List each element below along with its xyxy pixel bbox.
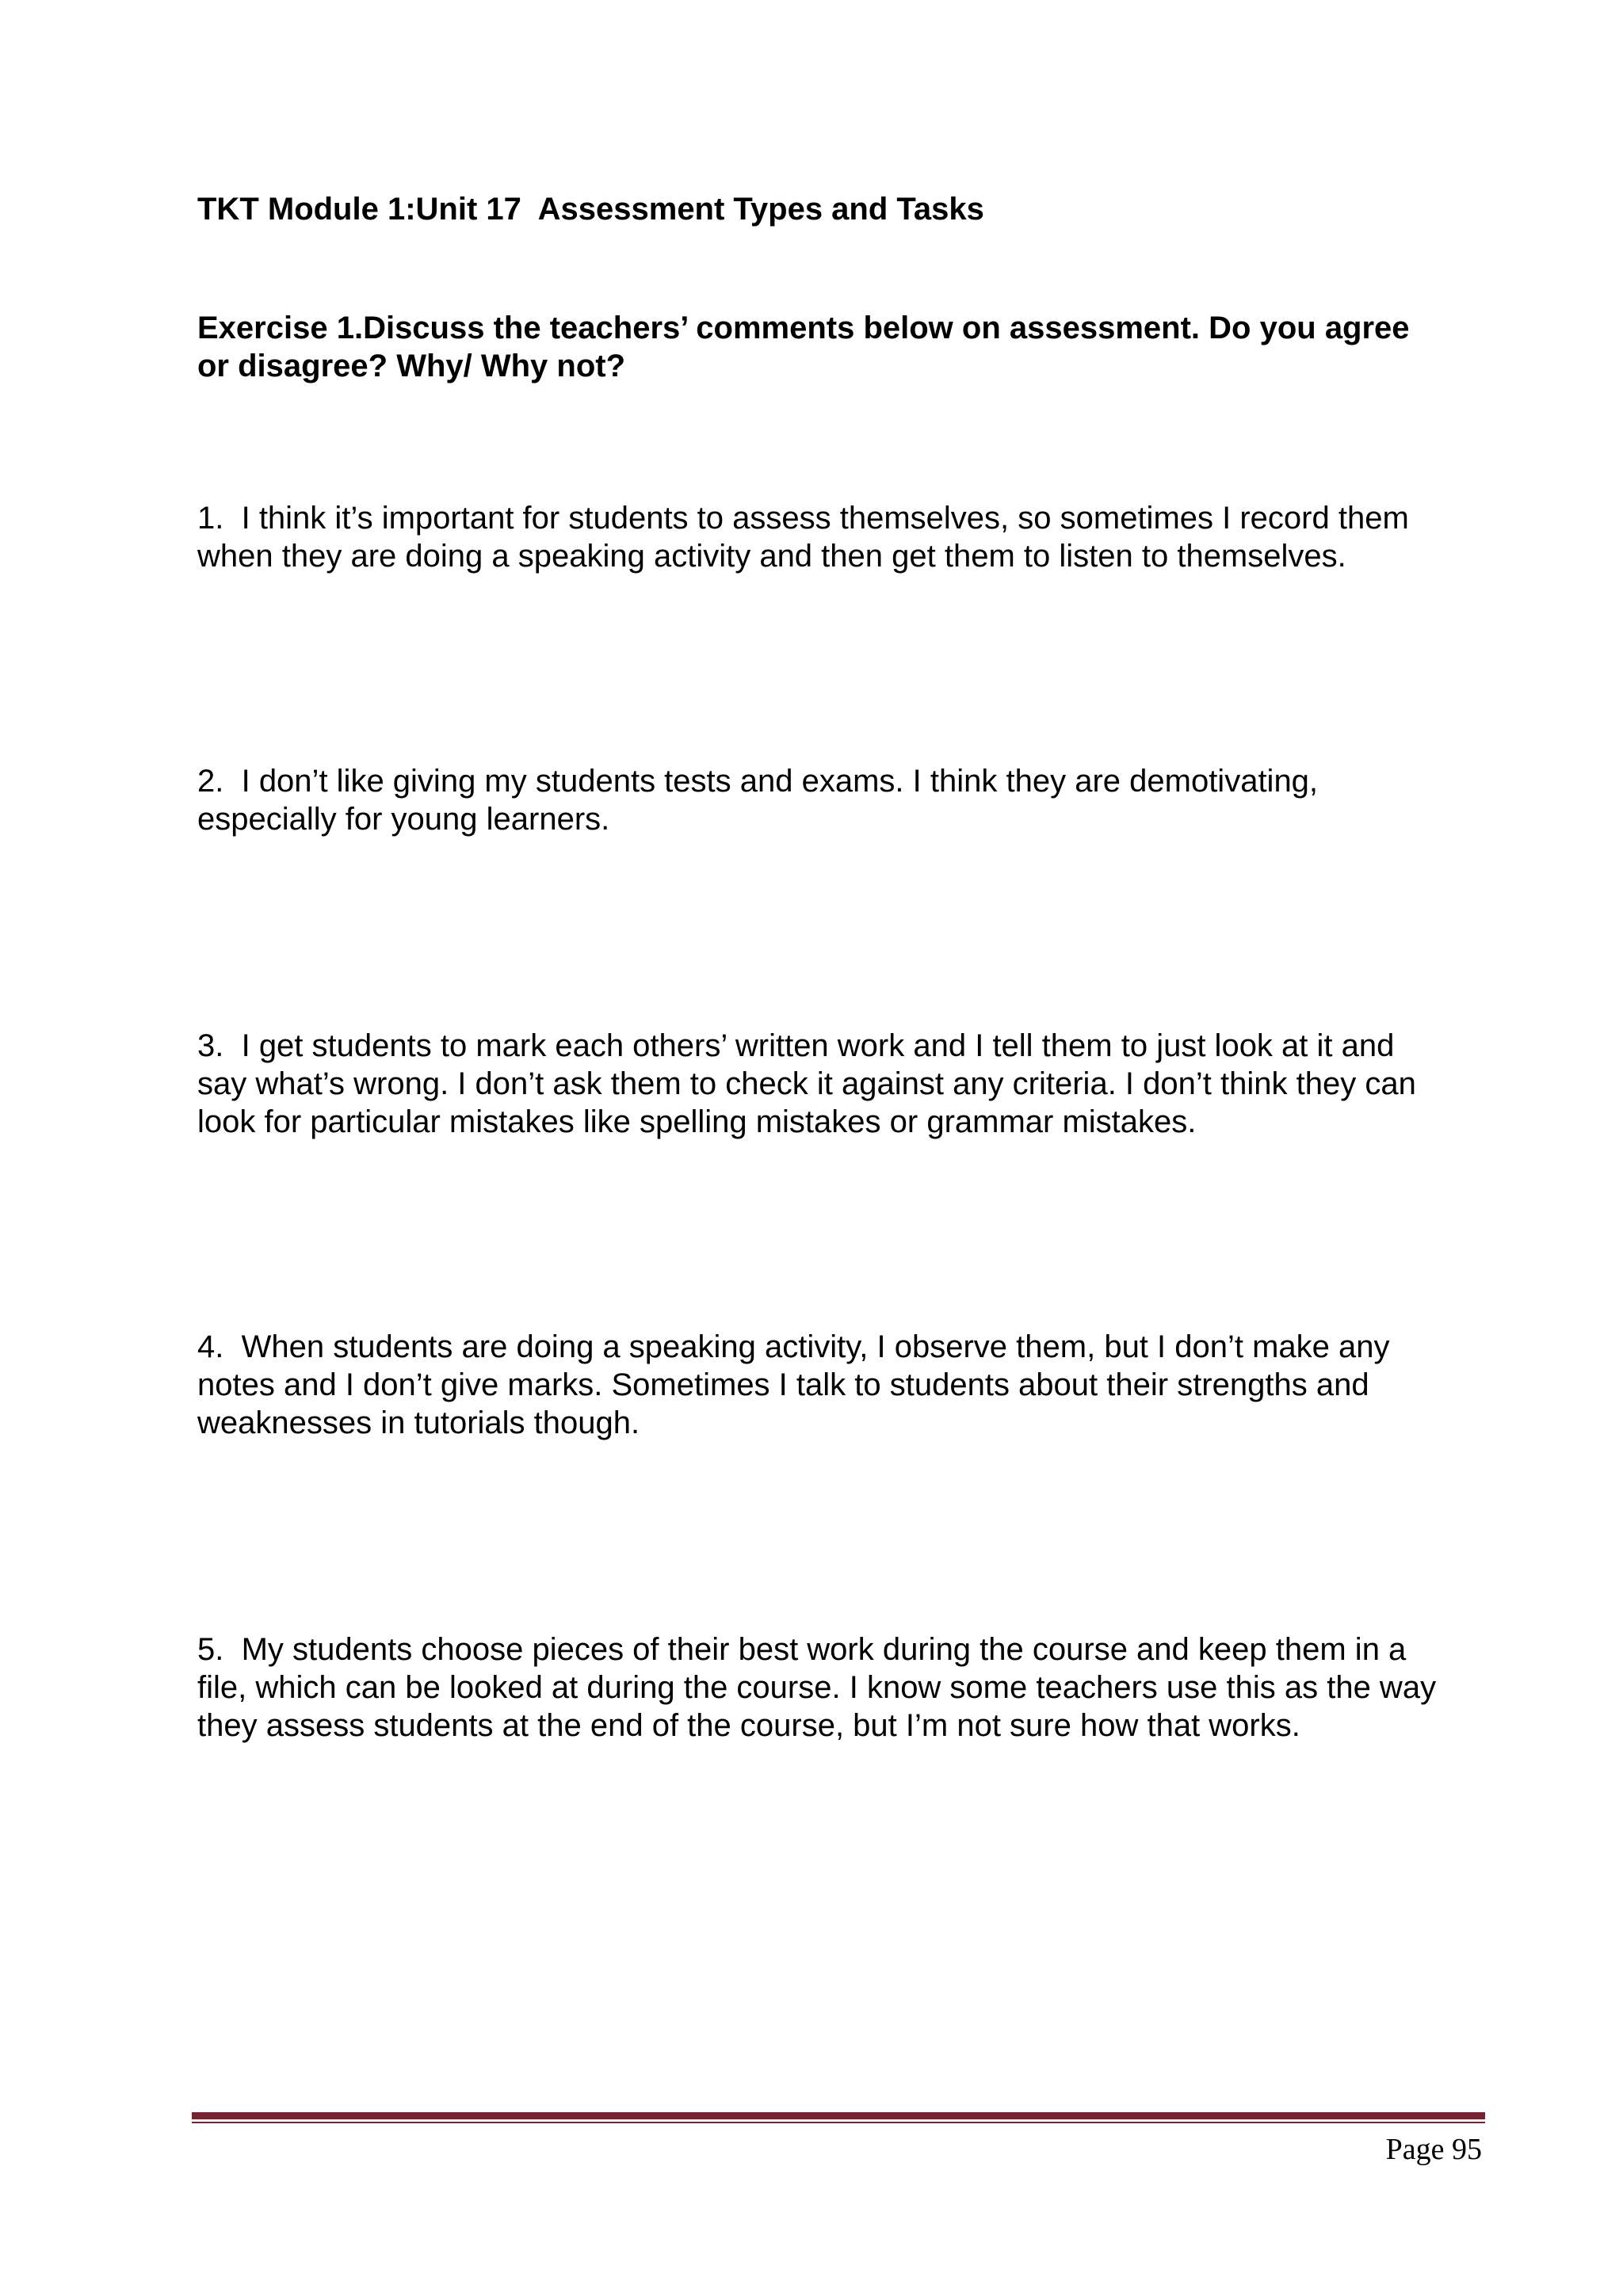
comment-line: notes and I don’t give marks. Sometimes I talk to students about their strengths and (197, 1367, 1369, 1402)
comment-line: 2. I don’t like giving my students tests and exams. I think they are demotivating, (197, 764, 1319, 799)
exercise-line: or disagree? Why/ Why not? (197, 349, 626, 383)
comment-line: 5. My students choose pieces of their best work during the course and keep them in a (197, 1632, 1407, 1667)
teacher-comment-4 (197, 1328, 1497, 1442)
teacher-comment-5 (197, 1630, 1497, 1745)
comment-line: look for particular mistakes like spelling mistakes or grammar mistakes. (197, 1104, 1197, 1139)
comment-line: when they are doing a speaking activity and then get them to listen to themselves. (197, 539, 1346, 574)
comment-line: weaknesses in tutorials though. (197, 1405, 640, 1440)
comment-line: say what’s wrong. I don’t ask them to check it against any criteria. I don’t think they can (197, 1066, 1416, 1101)
page-title: TKT Module 1:Unit 17 Assessment Types and Tasks (197, 192, 984, 227)
footer-rule (192, 2112, 1485, 2123)
comment-line: 1. I think it’s important for students to assess themselves, so sometimes I record them (197, 501, 1409, 536)
comment-line: file, which can be looked at during the course. I know some teachers use this as the way (197, 1670, 1437, 1705)
comment-line: they assess students at the end of the course, but I’m not sure how that works. (197, 1708, 1300, 1743)
exercise-instruction (197, 309, 1481, 385)
exercise-line: Exercise 1.Discuss the teachers’ comments below on assessment. Do you agree (197, 311, 1410, 345)
teacher-comment-3 (197, 1027, 1497, 1141)
page-number: Page 95 (1385, 2133, 1482, 2166)
teacher-comment-1 (197, 499, 1497, 575)
footer-rule-thin (192, 2122, 1485, 2123)
footer-rule-thick (192, 2112, 1485, 2119)
comment-line: 3. I get students to mark each others’ written work and I tell them to just look at it and (197, 1028, 1395, 1063)
comment-line: 4. When students are doing a speaking activity, I observe them, but I don’t make any (197, 1329, 1390, 1364)
teacher-comment-2 (197, 762, 1497, 838)
comment-line: especially for young learners. (197, 802, 610, 837)
